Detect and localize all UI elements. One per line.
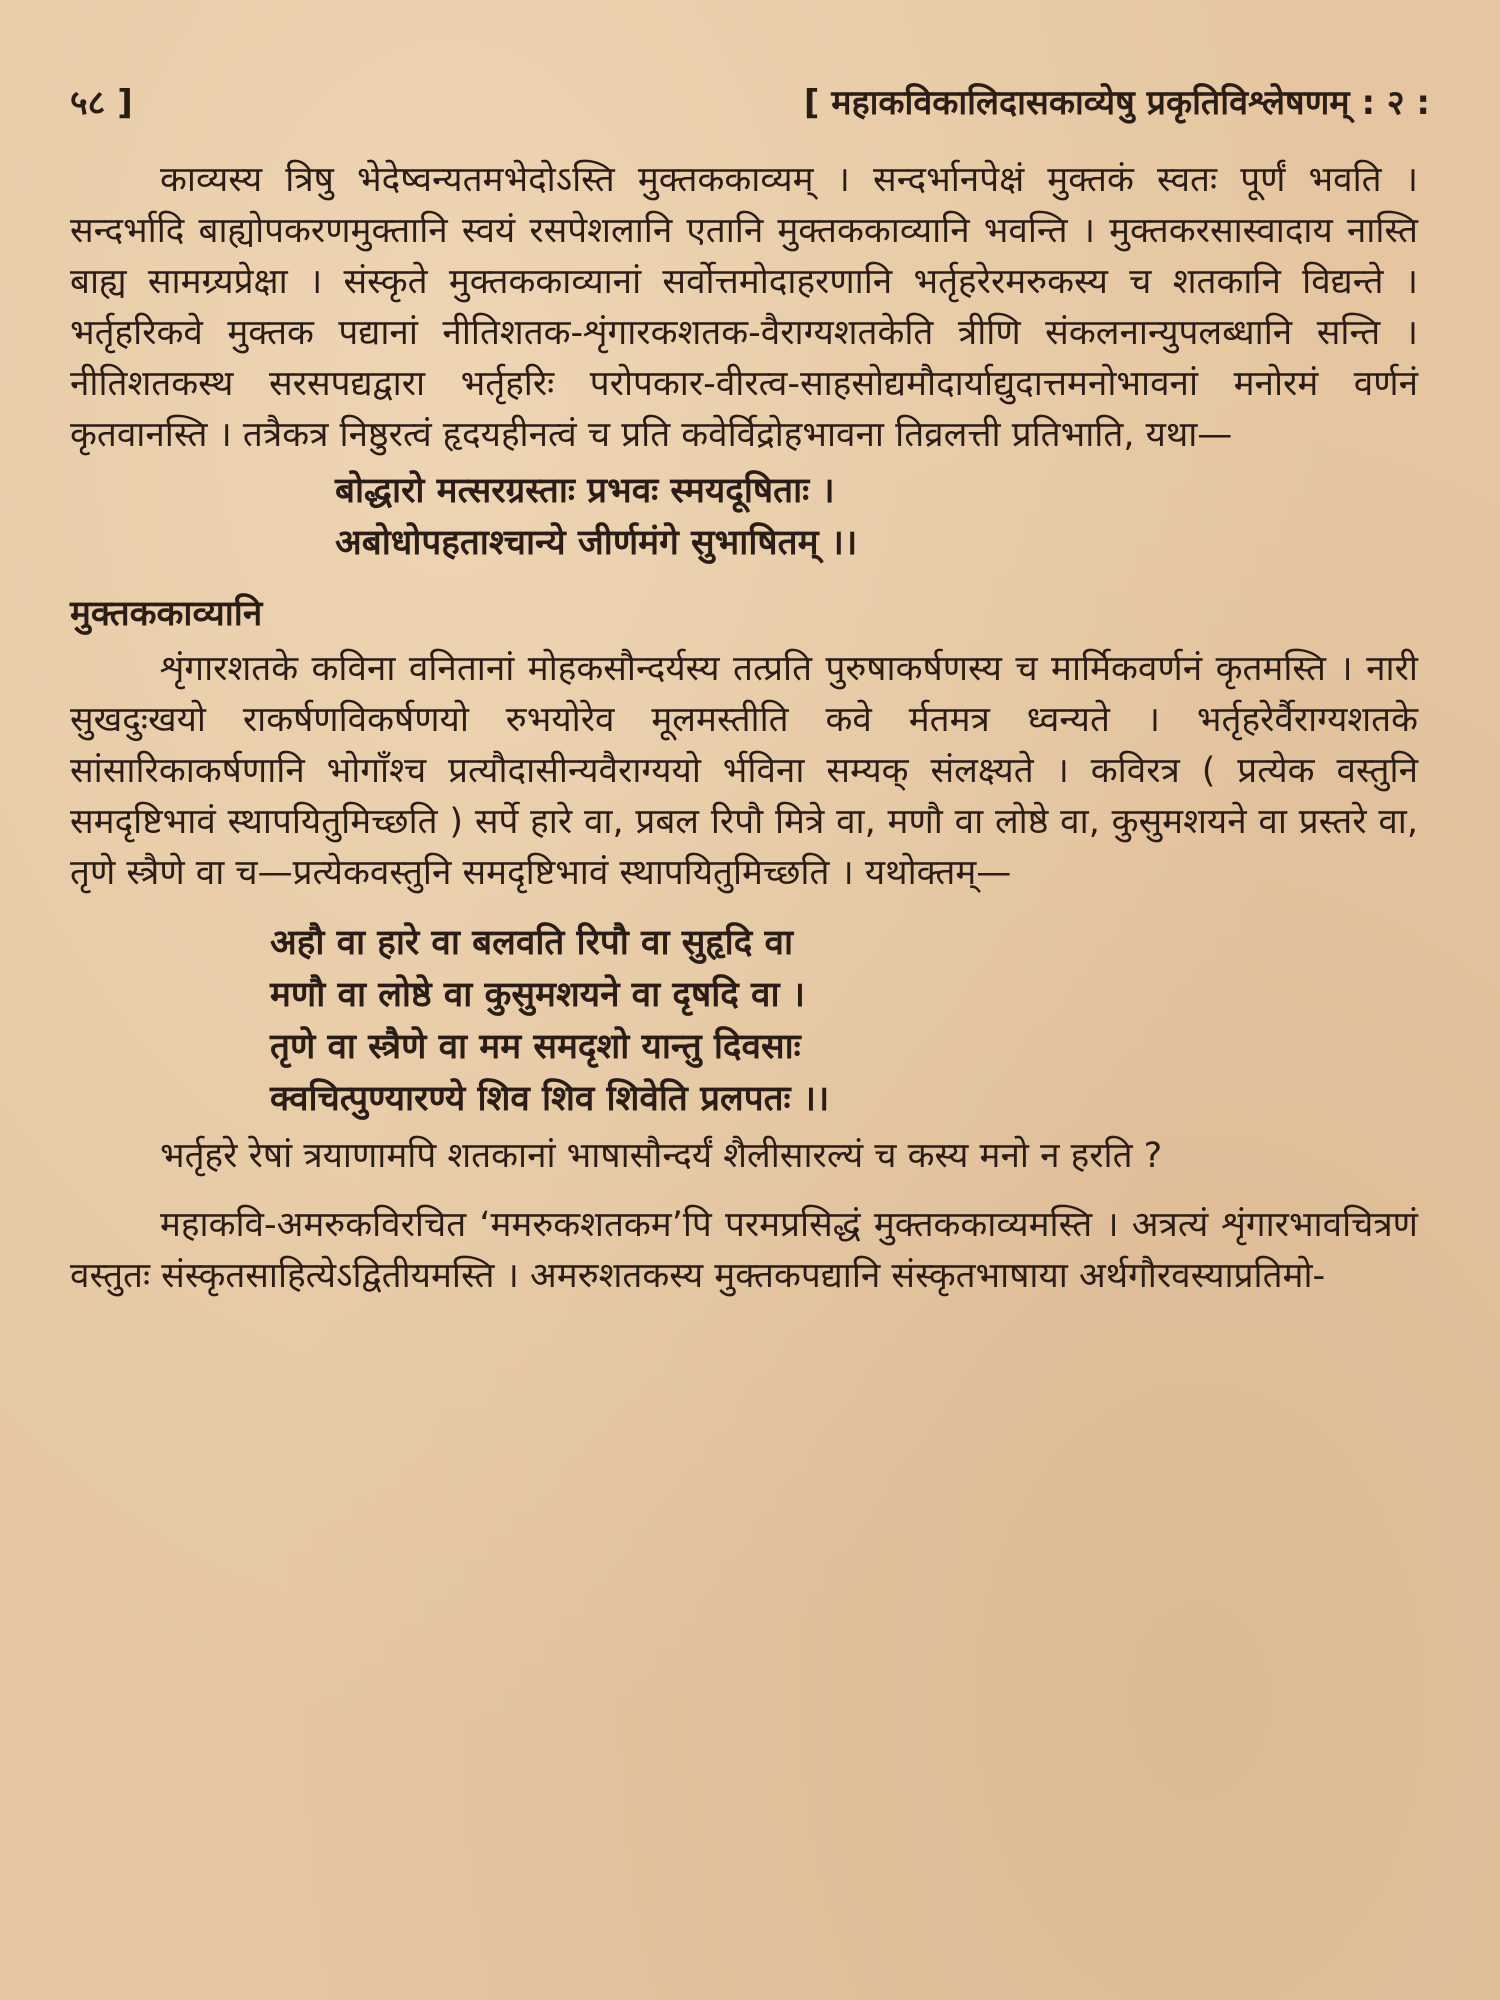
page-body: [70, 155, 1418, 1302]
verse-2-line-2: मणौ वा लोष्ठे वा कुसुमशयने वा दृषदि वा ।: [270, 975, 806, 1015]
verse-2-line-3: तृणे वा स्त्रैणे वा मम समदृशो यान्तु दिवसाः: [270, 1027, 801, 1067]
page-header: [70, 78, 1430, 126]
verse-1-line-2: अबोधोपहताश्चान्ये जीर्णमंगे सुभाषितम् ।।: [335, 523, 858, 563]
verse-2-line-1: अहौ वा हारे वा बलवति रिपौ वा सुहृदि वा: [270, 923, 794, 963]
paragraph-4: महाकवि-अमरुकविरचित ‘ममरुकशतकम’पि परमप्रसिद्धं मुक्तककाव्यमस्ति । अत्रत्यं शृंगारभावचित्रणं वस्तुतः संस्कृतसाहित्येऽद्वितीयमस्ति । अमरुशतकस्य मुक्तकपद्यानि संस्कृतभाषाया अर्थगौरवस्याप्रतिमो-: [70, 1205, 1418, 1296]
verse-1-line-1: बोद्धारो मत्सरग्रस्ताः प्रभवः स्मयदूषिताः ।: [335, 471, 835, 511]
verse-1: [70, 465, 1418, 569]
running-title: [ महाकविकालिदासकाव्येषु प्रकृतिविश्लेषणम् : २ :: [803, 83, 1430, 123]
paragraph-1: काव्यस्य त्रिषु भेदेष्वन्यतमभेदोऽस्ति मुक्तककाव्यम् । सन्दर्भानपेक्षं मुक्तकं स्वतः पूर्णं भवति । सन्दर्भादि बाह्योपकरणमुक्तानि स्वयं रसपेशलानि एतानि मुक्तककाव्यानि भवन्ति । मुक्तकरसास्वादाय नास्ति बाह्य सामग्र्यप्रेक्षा । संस्कृते मुक्तककाव्यानां सर्वोत्तमोदाहरणानि भर्तृहरेरमरुकस्य च शतकानि विद्यन्ते । भर्तृहरिकवे मुक्तक पद्यानां नीतिशतक-शृंगारकशतक-वैराग्यशतकेति त्रीणि संकलनान्युपलब्धानि सन्ति । नीतिशतकस्थ सरसपद्यद्वारा भर्तृहरिः परोपकार-वीरत्व-साहसोद्यमौदार्याद्युदात्तमनोभावनां मनोरमं वर्णनं कृतवानस्ति । तत्रैकत्र निष्ठुरत्वं हृदयहीनत्वं च प्रति कवेर्विद्रोहभावना तिव्रलत्ती प्रतिभाति, यथा—: [70, 160, 1418, 455]
verse-2-line-4: क्वचित्पुण्यारण्ये शिव शिव शिवेति प्रलपतः ।।: [270, 1079, 830, 1119]
paragraph-2: शृंगारशतके कविना वनितानां मोहकसौन्दर्यस्य तत्प्रति पुरुषाकर्षणस्य च मार्मिकवर्णनं कृतमस्ति । नारी सुखदुःखयो राकर्षणविकर्षणयो रुभयोरेव मूलमस्तीति कवे र्मतमत्र ध्वन्यते । भर्तृहरेर्वैराग्यशतके सांसारिकाकर्षणानि भोगाँश्च प्रत्यौदासीन्यवैराग्ययो र्भविना सम्यक् संलक्ष्यते । कविरत्र ( प्रत्येक वस्तुनि समदृष्टिभावं स्थापयितुमिच्छति ) सर्पे हारे वा, प्रबल रिपौ मित्रे वा, मणौ वा लोष्ठे वा, कुसुमशयने वा प्रस्तरे वा, तृणे स्त्रैणे वा च—प्रत्येकवस्तुनि समदृष्टिभावं स्थापयितुमिच्छति । यथोक्तम्—: [70, 649, 1418, 893]
paragraph-3: भर्तृहरे रेषां त्रयाणामपि शतकानां भाषासौन्दर्यं शैलीसारल्यं च कस्य मनो न हरति ?: [160, 1136, 1163, 1176]
verse-2: [70, 917, 1418, 1125]
section-heading: मुक्तककाव्यानि: [70, 594, 263, 634]
page-number: ५८ ]: [70, 83, 133, 123]
